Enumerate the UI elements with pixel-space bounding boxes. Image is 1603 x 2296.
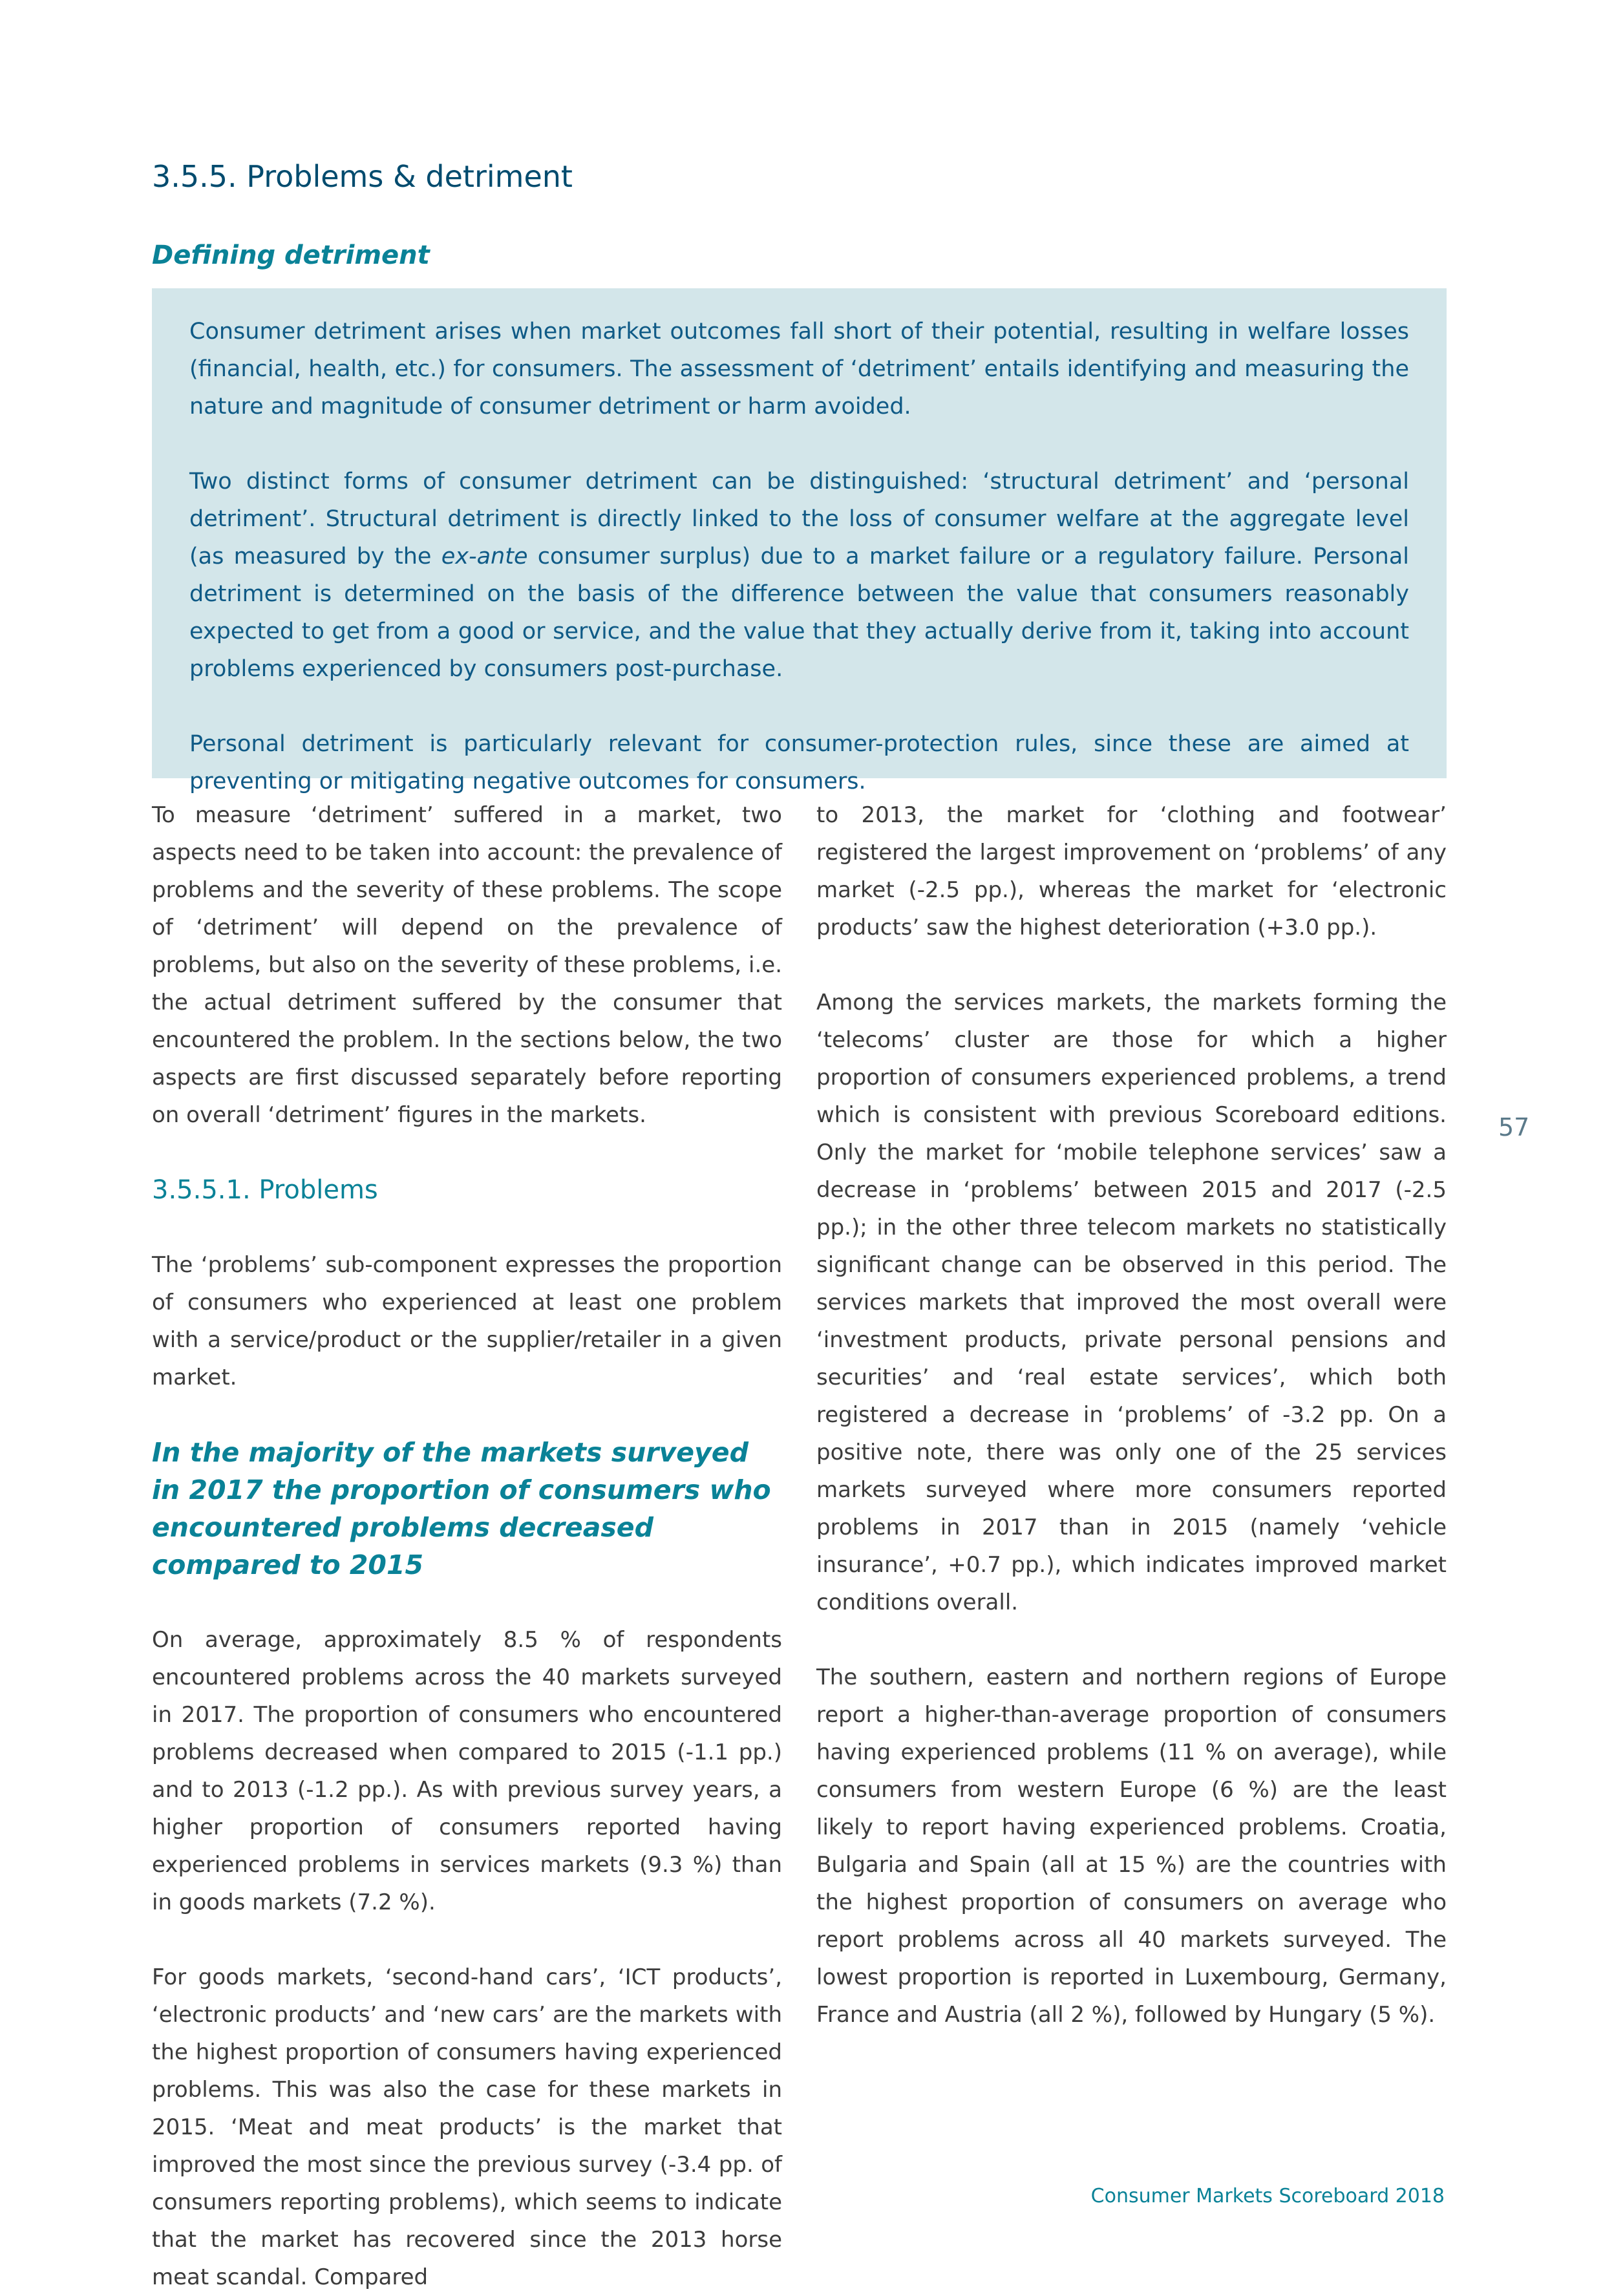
section-title: 3.5.5. Problems & detriment <box>152 159 573 194</box>
footer-publication-title: Consumer Markets Scoreboard 2018 <box>1090 2185 1445 2207</box>
definition-paragraph-1: Consumer detriment arises when market outcomes fall short of their potential, resulting in welfare losses (financial, health, etc.) for consumers. The assessment of ‘detriment’ entails identifying and measuring the nature and magnitude of consumer detriment or harm avoided. <box>189 319 1409 420</box>
services-markets-paragraph: Among the services markets, the markets forming the ‘telecoms’ cluster are those for which a higher proportion of consumers experienced problems, a trend which is consistent with previous Scoreboard editions. Only the market for ‘mobile telephone services’ saw a decrease in ‘problems’ between 2015 and 2017 (-2.5 pp.); in the other three telecom markets no statistically significant change can be observed in this period. The services markets that improved the most overall were ‘investment products, private personal pensions and securities’ and ‘real estate services’, which both registered a decrease in ‘problems’ of -3.2 pp. On a positive note, there was only one of the 25 services markets surveyed where more consumers reported problems in 2017 than in 2015 (namely ‘vehicle insurance’, +0.7 pp.), which indicates improved market conditions overall. <box>816 990 1447 1615</box>
comparison-2013-paragraph: to 2013, the market for ‘clothing and footwear’ registered the largest improvement on ‘problems’ of any market (-2.5 pp.), whereas the market for ‘electronic products’ saw the highest deterioration (+3.0 pp.). <box>816 802 1447 941</box>
problems-definition-paragraph: The ‘problems’ sub-component expresses the proportion of consumers who experienced at least one problem with a service/product or the supplier/retailer in a given market. <box>152 1252 782 1390</box>
intro-paragraph: To measure ‘detriment’ suffered in a market, two aspects need to be taken into account: the prevalence of problems and the severity of these problems. The scope of ‘detriment’ will depend on the prevalence of problems, but also on the severity of these problems, i.e. the actual detriment suffered by the consumer that encountered the problem. In the sections below, the two aspects are first discussed separately before reporting on overall ‘detriment’ figures in the markets. <box>152 802 782 1128</box>
page-number: 57 <box>1498 1113 1530 1142</box>
average-problems-paragraph: On average, approximately 8.5 % of respondents encountered problems across the 40 markets surveyed in 2017. The proportion of consumers who encountered problems decreased when compared to 2015 (-1.1 pp.) and to 2013 (-1.2 pp.). As with previous survey years, a higher proportion of consumers reported having experienced problems in services markets (9.3 %) than in goods markets (7.2 %). <box>152 1627 782 1915</box>
regional-paragraph: The southern, eastern and northern regions of Europe report a higher-than-average proportion of consumers having experienced problems (11 % on average), while consumers from western Europe (6 %) are the least likely to report having experienced problems. Croatia, Bulgaria and Spain (all at 15 %) are the countries with the highest proportion of consumers on average who report problems across all 40 markets surveyed. The lowest proportion is reported in Luxembourg, Germany, France and Austria (all 2 %), followed by Hungary (5 %). <box>816 1664 1447 2028</box>
problems-subheading: 3.5.5.1. Problems <box>152 1175 378 1205</box>
definition-paragraph-2-start: Two distinct forms of consumer detriment can be distinguished: ‘structural detriment’ and ‘personal detriment’. Structural detriment is directly linked to the loss of consumer welfare at the aggregate level (as measured by the <box>189 469 1409 569</box>
definition-box <box>152 288 1447 794</box>
defining-detriment-heading: Defining detriment <box>152 240 430 270</box>
ex-ante-term: ex-ante <box>441 544 528 569</box>
definition-paragraph-3: Personal detriment is particularly relevant for consumer-protection rules, since these are aimed at preventing or mitigating negative outcomes for consumers. <box>189 731 1409 794</box>
definition-paragraph-2 <box>189 463 1409 688</box>
right-column <box>816 796 1447 2071</box>
definition-paragraph-2-end: consumer surplus) due to a market failure or a regulatory failure. Personal detriment is determined on the basis of the difference between the value that consumers reasonably expected to get from a good or service, and the value that they actually derive from it, taking into account problems experienced by consumers post-purchase. <box>189 544 1410 682</box>
goods-markets-paragraph: For goods markets, ‘second-hand cars’, ‘ICT products’, ‘electronic products’ and ‘new cars’ are the markets with the highest proportion of consumers having experienced problems. This was also the case for these markets in 2015. ‘Meat and meat products’ is the market that improved the most since the previous survey (-3.4 pp. of consumers reporting problems), which seems to indicate that the market has recovered since the 2013 horse meat scandal. Compared <box>152 1964 782 2290</box>
left-column <box>152 796 782 2296</box>
key-finding-heading: In the majority of the markets surveyed in 2017 the proportion of consumers who encountered problems decreased compared to 2015 <box>152 1437 771 1580</box>
